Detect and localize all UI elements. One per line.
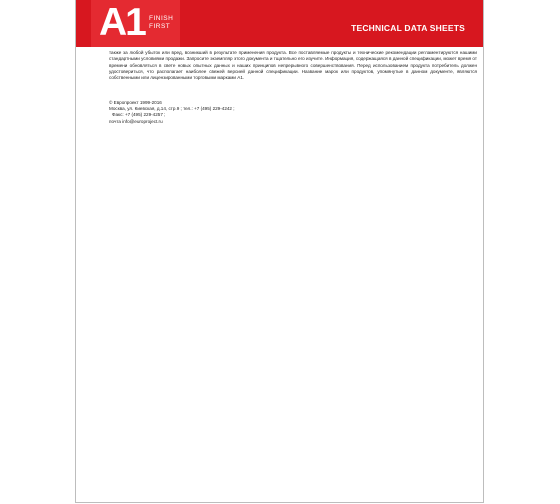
logo-tagline	[149, 15, 173, 31]
logo-tagline-line2: FIRST	[149, 23, 171, 30]
logo-tagline-line1: FINISH	[149, 15, 174, 22]
disclaimer-paragraph: также за любой убыток или вред, возникший в результате применения продукта. Все поставляемые продукты и технические рекомендации регламентируются нашими стандартными условиями продажи. Запросите экземпляр этого документа и тщательно его изучите. Информация, содержащаяся в данной спецификации, может время от времени обновляться в свете новых опытных данных и наших принципов непрерывного совершенствования. Перед использованием продукта потребитель должен удостовериться, что располагает наиболее свежей версией данной спецификации. Название марок или продуктов, упомянутые в данном документе, являются собственными или лицензированными торговыми марками A1.	[109, 50, 477, 81]
page-title: TECHNICAL DATA SHEETS	[351, 23, 465, 33]
copyright-line: © Европроект 1999-2016	[109, 100, 162, 105]
page-header	[76, 0, 483, 47]
logo-mark: A1	[99, 1, 145, 44]
address-line: Москва, ул. Киевская, д.14, стр.9 ; тел.: +7 (495) 229-4242 ;	[109, 106, 235, 112]
disclaimer-block	[109, 50, 477, 81]
document-page	[75, 0, 484, 503]
brand-logo	[91, 0, 180, 47]
email-line: почта info@europroject.ru	[109, 118, 163, 124]
fax-line: Факс: +7 (495) 229-4257 ;	[112, 112, 166, 118]
contact-block	[109, 100, 359, 125]
